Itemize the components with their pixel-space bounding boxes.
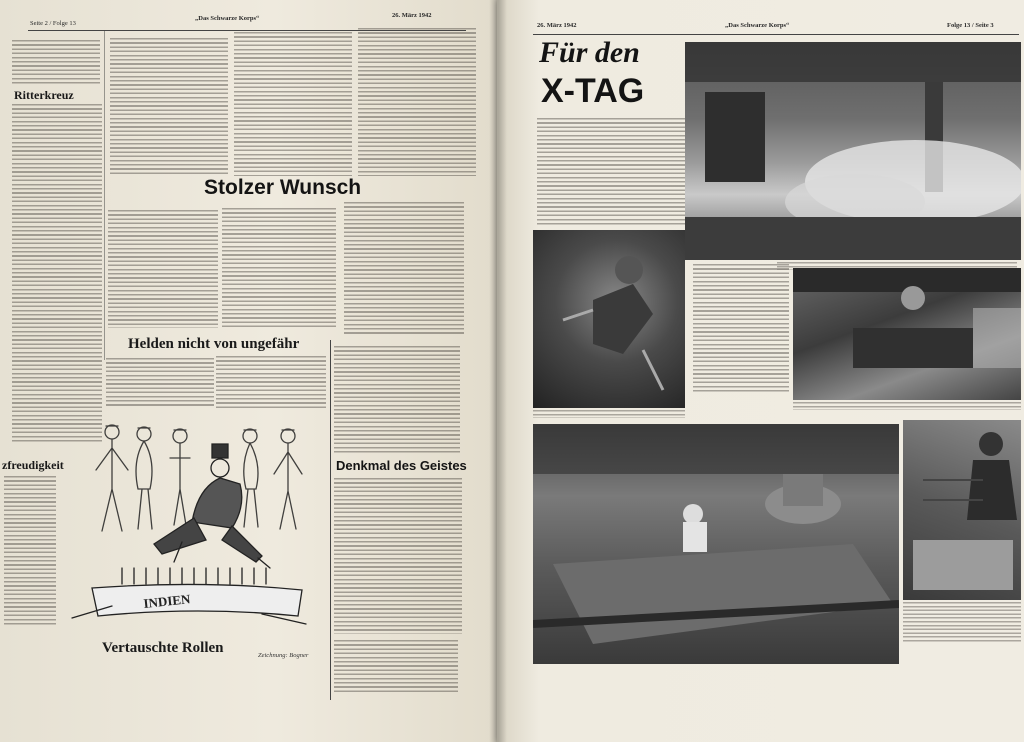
- text-column: [334, 478, 462, 634]
- photo-caption: [793, 402, 1021, 410]
- headline-helden: Helden nicht von ungefähr: [128, 336, 300, 352]
- left-page-masthead: „Das Schwarze Korps“: [195, 15, 260, 22]
- text-column: [12, 104, 102, 442]
- left-page-date: 26. März 1942: [392, 12, 432, 19]
- photo-caption: [533, 410, 685, 418]
- text-column: [358, 28, 476, 176]
- text-column: [216, 356, 326, 408]
- column-rule: [104, 30, 105, 360]
- text-column: [222, 208, 336, 328]
- article-text: [693, 264, 789, 394]
- text-column: [234, 32, 352, 176]
- section-heading-fragment: zfreudigkeit: [2, 458, 64, 472]
- text-column: [334, 640, 458, 694]
- photo-soldier: [533, 230, 685, 408]
- text-column: [106, 358, 214, 406]
- cartoon-banner: INDIEN: [142, 591, 192, 611]
- photo-caption: [903, 602, 1021, 642]
- text-column: [4, 476, 56, 626]
- text-column: [344, 202, 464, 334]
- headline-fuer-den: Für den: [539, 36, 640, 69]
- photo-workshop: [793, 268, 1021, 400]
- header-rule: [533, 34, 1019, 35]
- headline-denkmal: Denkmal des Geistes: [336, 458, 467, 473]
- right-page-date: 26. März 1942: [537, 22, 577, 29]
- right-page-folio: Folge 13 / Seite 3: [947, 22, 994, 29]
- photo-tank-assembly: [533, 424, 899, 664]
- text-column: [110, 38, 228, 176]
- cartoon-figure: [96, 425, 128, 531]
- cartoon-title: Vertauschte Rollen: [102, 640, 224, 656]
- section-heading-ritterkreuz: Ritterkreuz: [14, 88, 74, 102]
- text-column: [12, 40, 100, 84]
- photo-soldier-working: [903, 420, 1021, 600]
- left-page-folio: Seite 2 / Folge 13: [30, 20, 76, 27]
- column-rule: [330, 340, 331, 700]
- cartoon-signature: Zeichnung: Bogner: [258, 652, 309, 659]
- headline-x-tag: X-TAG: [541, 72, 645, 110]
- headline-stolzer-wunsch: Stolzer Wunsch: [204, 176, 362, 199]
- text-column: [334, 346, 460, 454]
- text-column: [108, 210, 218, 328]
- political-cartoon: [62, 418, 328, 638]
- right-newspaper-page: [497, 0, 1024, 742]
- center-fold: [489, 0, 507, 742]
- photo-factory-steam: [685, 42, 1021, 260]
- article-text: [537, 118, 685, 226]
- right-page-masthead: „Das Schwarze Korps“: [725, 22, 790, 29]
- left-newspaper-page: [0, 0, 497, 742]
